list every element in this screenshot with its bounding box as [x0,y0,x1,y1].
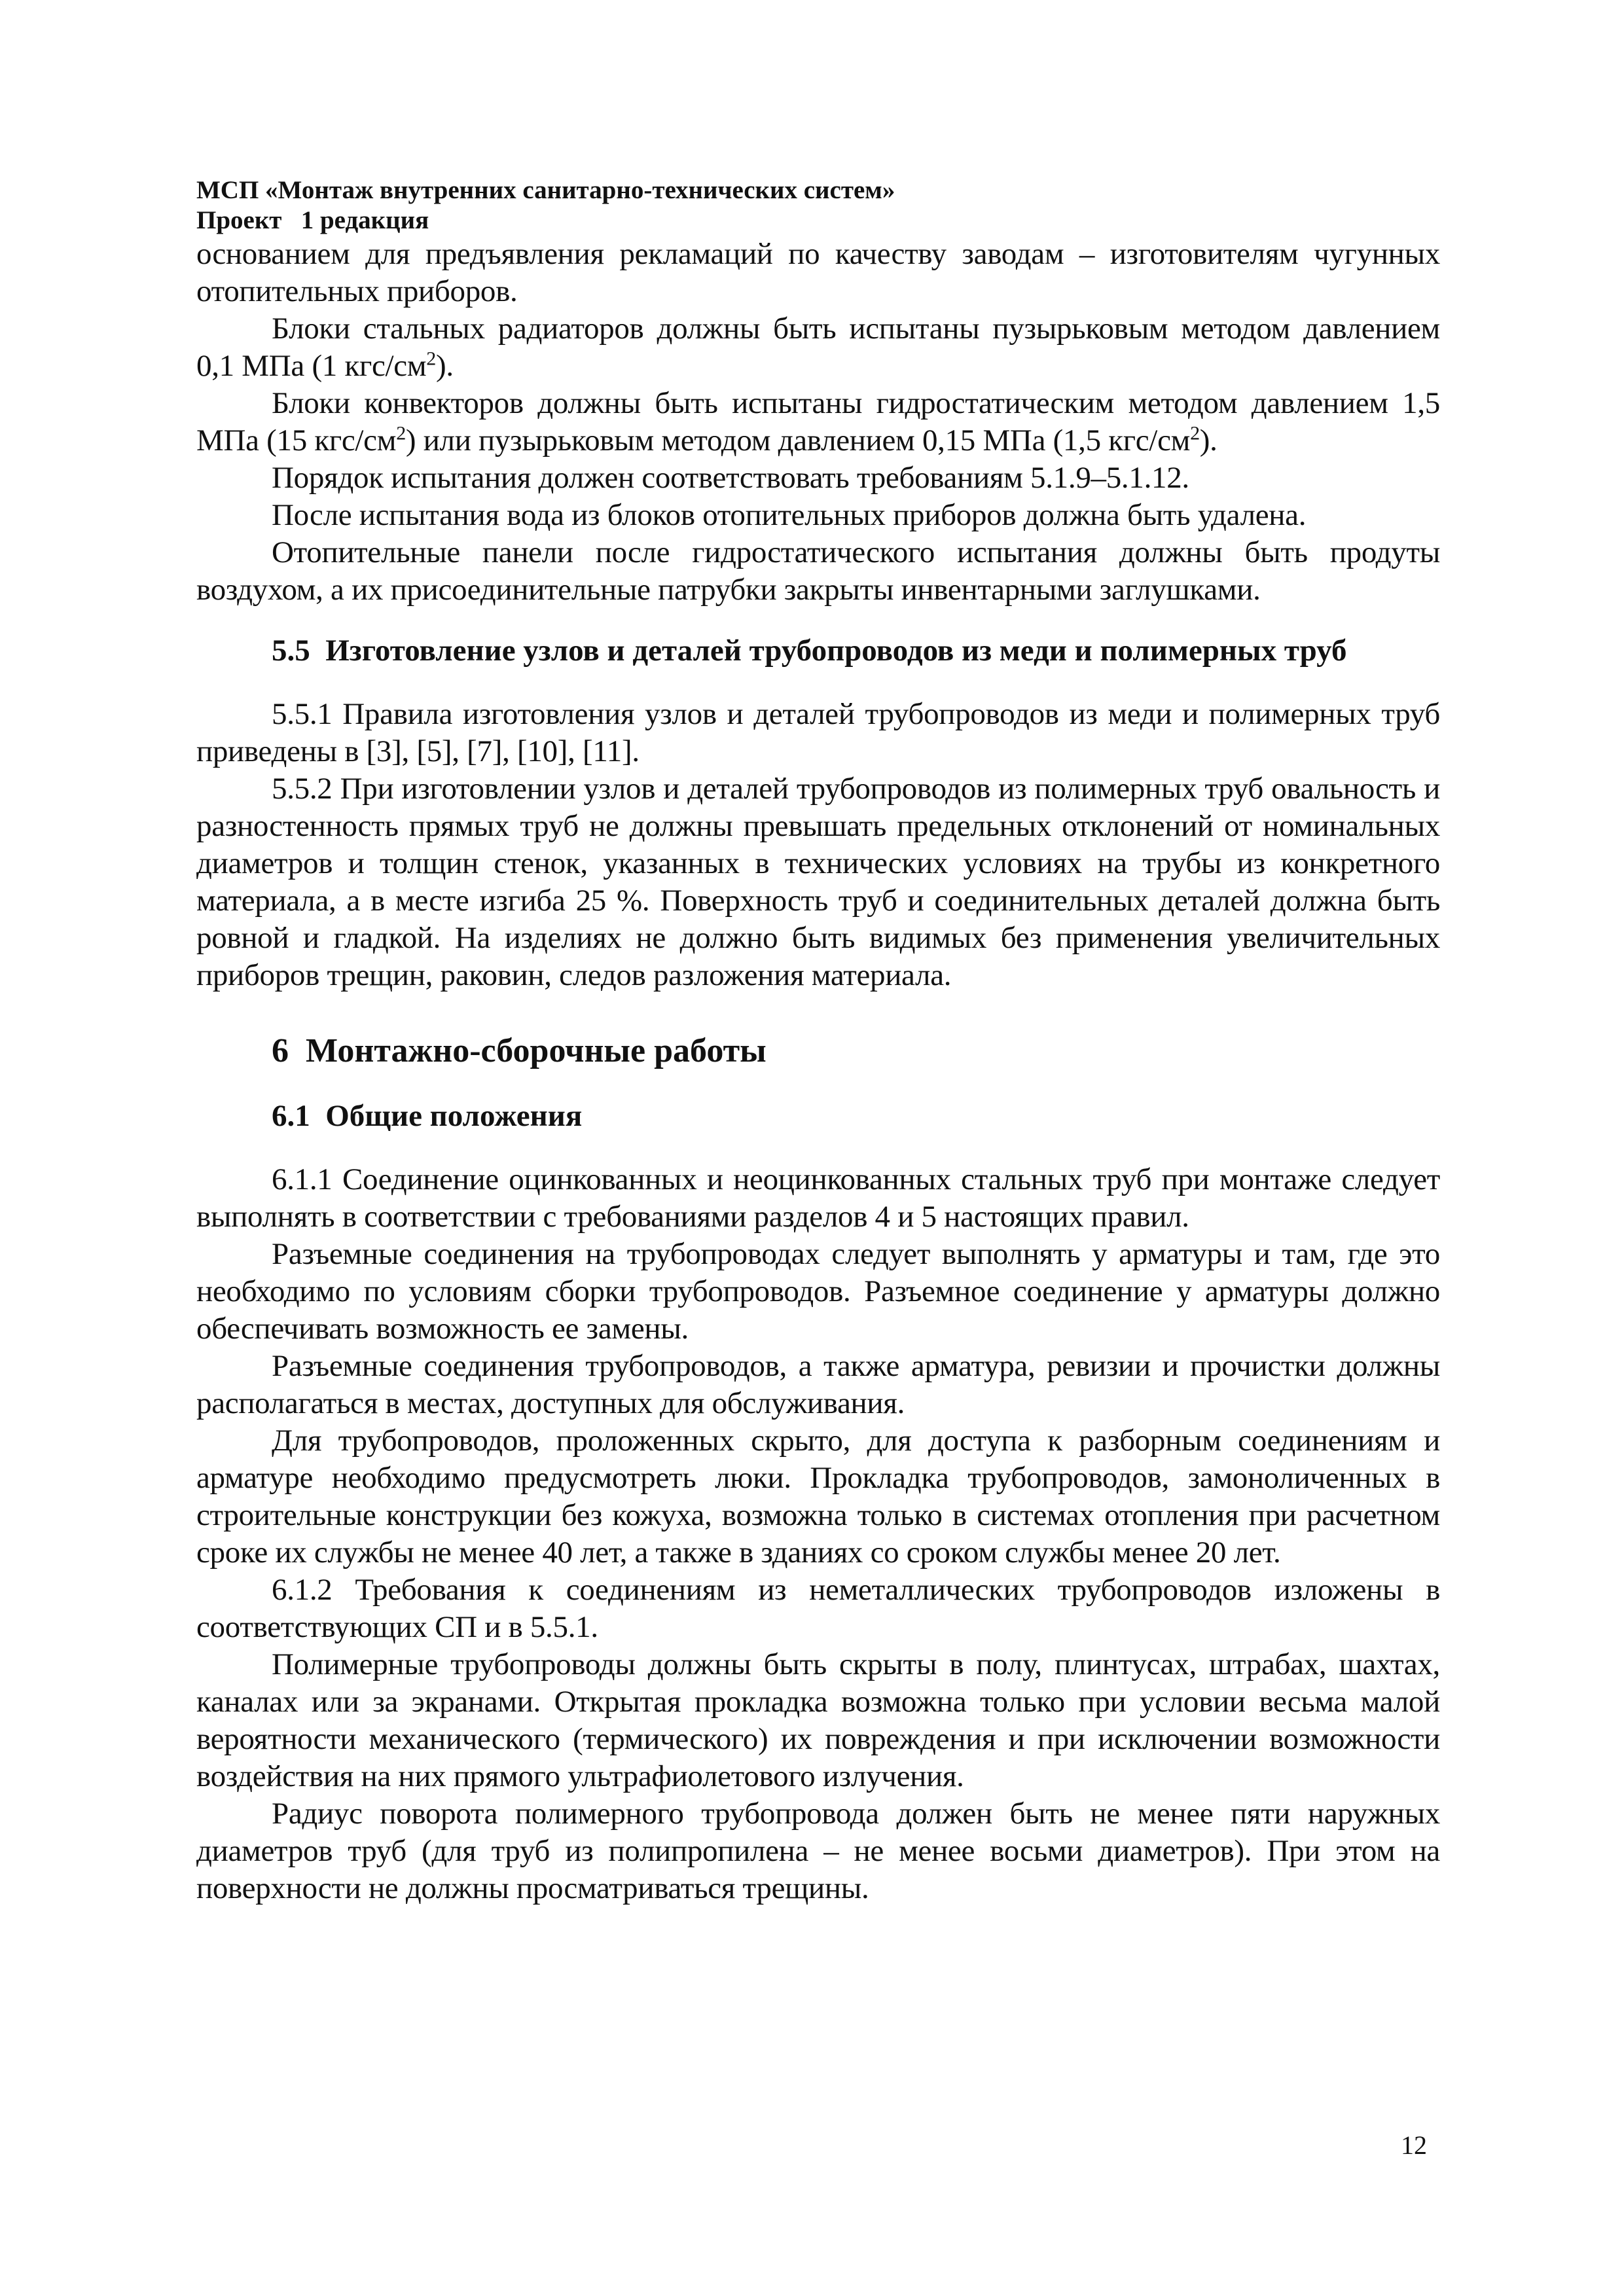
section-5-5-heading: 5.5 Изготовление узлов и деталей трубопроводов из меди и полимерных труб [272,634,1347,668]
paragraph-detachable-joints: Разъемные соединения на трубопроводах следует выполнять у арматуры и там, где это необходимо по условиям сборки трубопроводов. Разъемное соединение у арматуры должно обеспечивать возможность ее замены. [196,1237,1440,1346]
text-fragment: Блоки стальных радиаторов должны быть испытаны пузырьковым методом давлением 0,1 МПа (1 кгс/см [196,312,1440,383]
paragraph-6-1-1: 6.1.1 Соединение оцинкованных и неоцинкованных стальных труб при монтаже следует выполнять в соответствии с требованиями разделов 4 и 5 настоящих правил. [196,1162,1440,1234]
paragraph-heating-panels: Отопительные панели после гидростатического испытания должны быть продуты воздухом, а их присоединительные патрубки закрыты инвентарными заглушками. [196,535,1440,607]
section-6-heading: 6 Монтажно-сборочные работы [272,1032,767,1069]
text-fragment: ) или пузырьковым методом давлением 0,15 МПа (1,5 кгс/см [405,423,1191,457]
paragraph-continuation: основанием для предъявления рекламаций по качеству заводам – изготовителям чугунных отопительных приборов. [196,237,1440,308]
text-fragment: Блоки конвекторов должны быть испытаны гидростатическим методом давлением 1,5 МПа (15 кгс/см [196,386,1440,457]
paragraph-hidden-pipes: Для трубопроводов, проложенных скрыто, для доступа к разборным соединениям и арматуре необходимо предусмотреть люки. Прокладка трубопроводов, замоноличенных в строительные конструкции без кожуха, возможна только в системах отопления при расчетном сроке их службы не менее 40 лет, а также в зданиях со сроком службы менее 20 лет. [196,1424,1440,1570]
paragraph-6-1-2: 6.1.2 Требования к соединениям из неметаллических трубопроводов изложены в соответствующих СП и в 5.5.1. [196,1573,1440,1644]
text-fragment: ). [1199,423,1218,457]
paragraph-5-5-2: 5.5.2 При изготовлении узлов и деталей трубопроводов из полимерных труб овальность и разностенность прямых труб не должны превышать предельных отклонений от номинальных диаметров и толщин стенок, указанных в технических условиях на трубы из конкретного материала, а в месте изгиба 25 %. Поверхность труб и соединительных деталей должна быть ровной и гладкой. На изделиях не должно быть видимых без применения увеличительных приборов трещин, раковин, следов разложения материала. [196,772,1440,992]
section-6-1-heading: 6.1 Общие положения [272,1099,583,1133]
superscript: 2 [426,348,436,370]
running-header-edition: Проект 1 редакция [196,206,429,234]
page-number: 12 [1401,2130,1427,2160]
paragraph-5-5-1: 5.5.1 Правила изготовления узлов и деталей трубопроводов из меди и полимерных труб приведены в [3], [5], [7], [10], [11]. [196,697,1440,768]
paragraph-bend-radius: Радиус поворота полимерного трубопровода должен быть не менее пяти наружных диаметров труб (для труб из полипропилена – не менее восьми диаметров). При этом на поверхности не должны просматриваться трещины. [196,1797,1440,1905]
paragraph-joint-access: Разъемные соединения трубопроводов, а также арматура, ревизии и прочистки должны располагаться в местах, доступных для обслуживания. [196,1349,1440,1420]
superscript: 2 [396,422,406,444]
paragraph-polymer-pipes: Полимерные трубопроводы должны быть скрыты в полу, плинтусах, штрабах, шахтах, каналах или за экранами. Открытая прокладка возможна только при условии весьма малой вероятности механического (термического) их повреждения и при исключении возможности воздействия на них прямого ультрафиолетового излучения. [196,1647,1440,1793]
page-content [196,175,1440,1907]
paragraph-test-order: Порядок испытания должен соответствовать требованиям 5.1.9–5.1.12. [272,461,1189,495]
superscript: 2 [1190,422,1200,444]
paragraph-water-removal: После испытания вода из блоков отопительных приборов должна быть удалена. [272,498,1307,532]
running-header-title: МСП «Монтаж внутренних санитарно-технических систем» [196,176,895,204]
paragraph-convectors [196,385,1440,459]
text-fragment: ). [435,349,454,383]
paragraph-steel-radiators [196,310,1440,385]
